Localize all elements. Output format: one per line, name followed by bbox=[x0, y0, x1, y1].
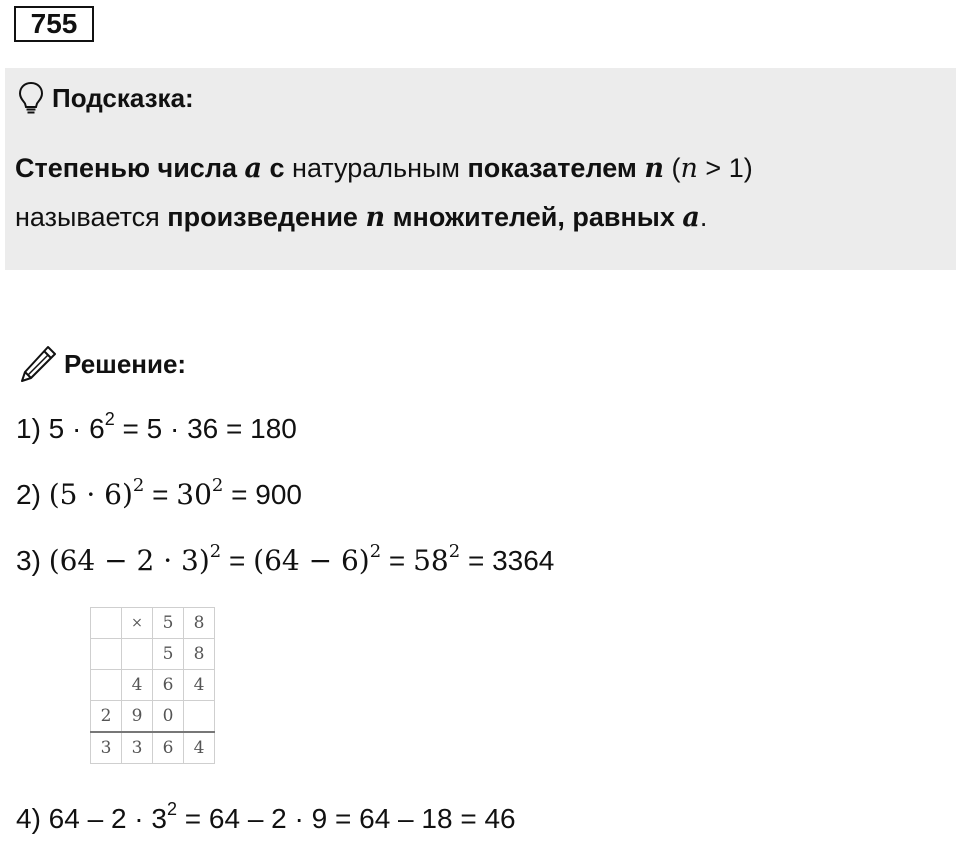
grid-row-multiplier: 5 8 bbox=[91, 639, 215, 670]
solution-step-4: 4) $64 - 2 \cdot 3^2 = 64 - 2 \cdot 9 = 64 - 18 = 46$ bbox=[16, 799, 516, 834]
grid-row-partial-1: 4 6 4 bbox=[91, 670, 215, 701]
task-number: 755 bbox=[14, 6, 94, 42]
lightbulb-icon bbox=[18, 81, 44, 115]
solution-step-1: 1) $5 \cdot 6^2 = 5 \cdot 36 = 180$ bbox=[16, 409, 297, 444]
solution-step-3: 3) $(64 - 2 \cdot 3)^2 = (64 - 6)^2 = 58^2 = 3364$ bbox=[16, 541, 555, 577]
solution-title bbox=[18, 344, 186, 384]
pencil-icon bbox=[18, 344, 58, 384]
hint-definition: Степенью числа a с натуральным показателем n (n > 1) называется произведение n множителей, равных a. bbox=[15, 153, 753, 233]
grid-row-partial-2: 2 9 0 bbox=[91, 701, 215, 733]
grid-row-result: 3 3 6 4 bbox=[91, 732, 215, 764]
solution-title-text: Решение: bbox=[64, 348, 187, 379]
hint-title-text: Подсказка: bbox=[52, 82, 194, 113]
multiply-sign: × bbox=[122, 608, 153, 639]
grid-row-multiplicand: × 5 8 bbox=[91, 608, 215, 639]
hint-title bbox=[18, 80, 194, 116]
column-multiplication bbox=[90, 607, 215, 764]
solution-step-2: 2) $(5 \cdot 6)^2 = 30^2 = 900$ bbox=[16, 475, 302, 511]
